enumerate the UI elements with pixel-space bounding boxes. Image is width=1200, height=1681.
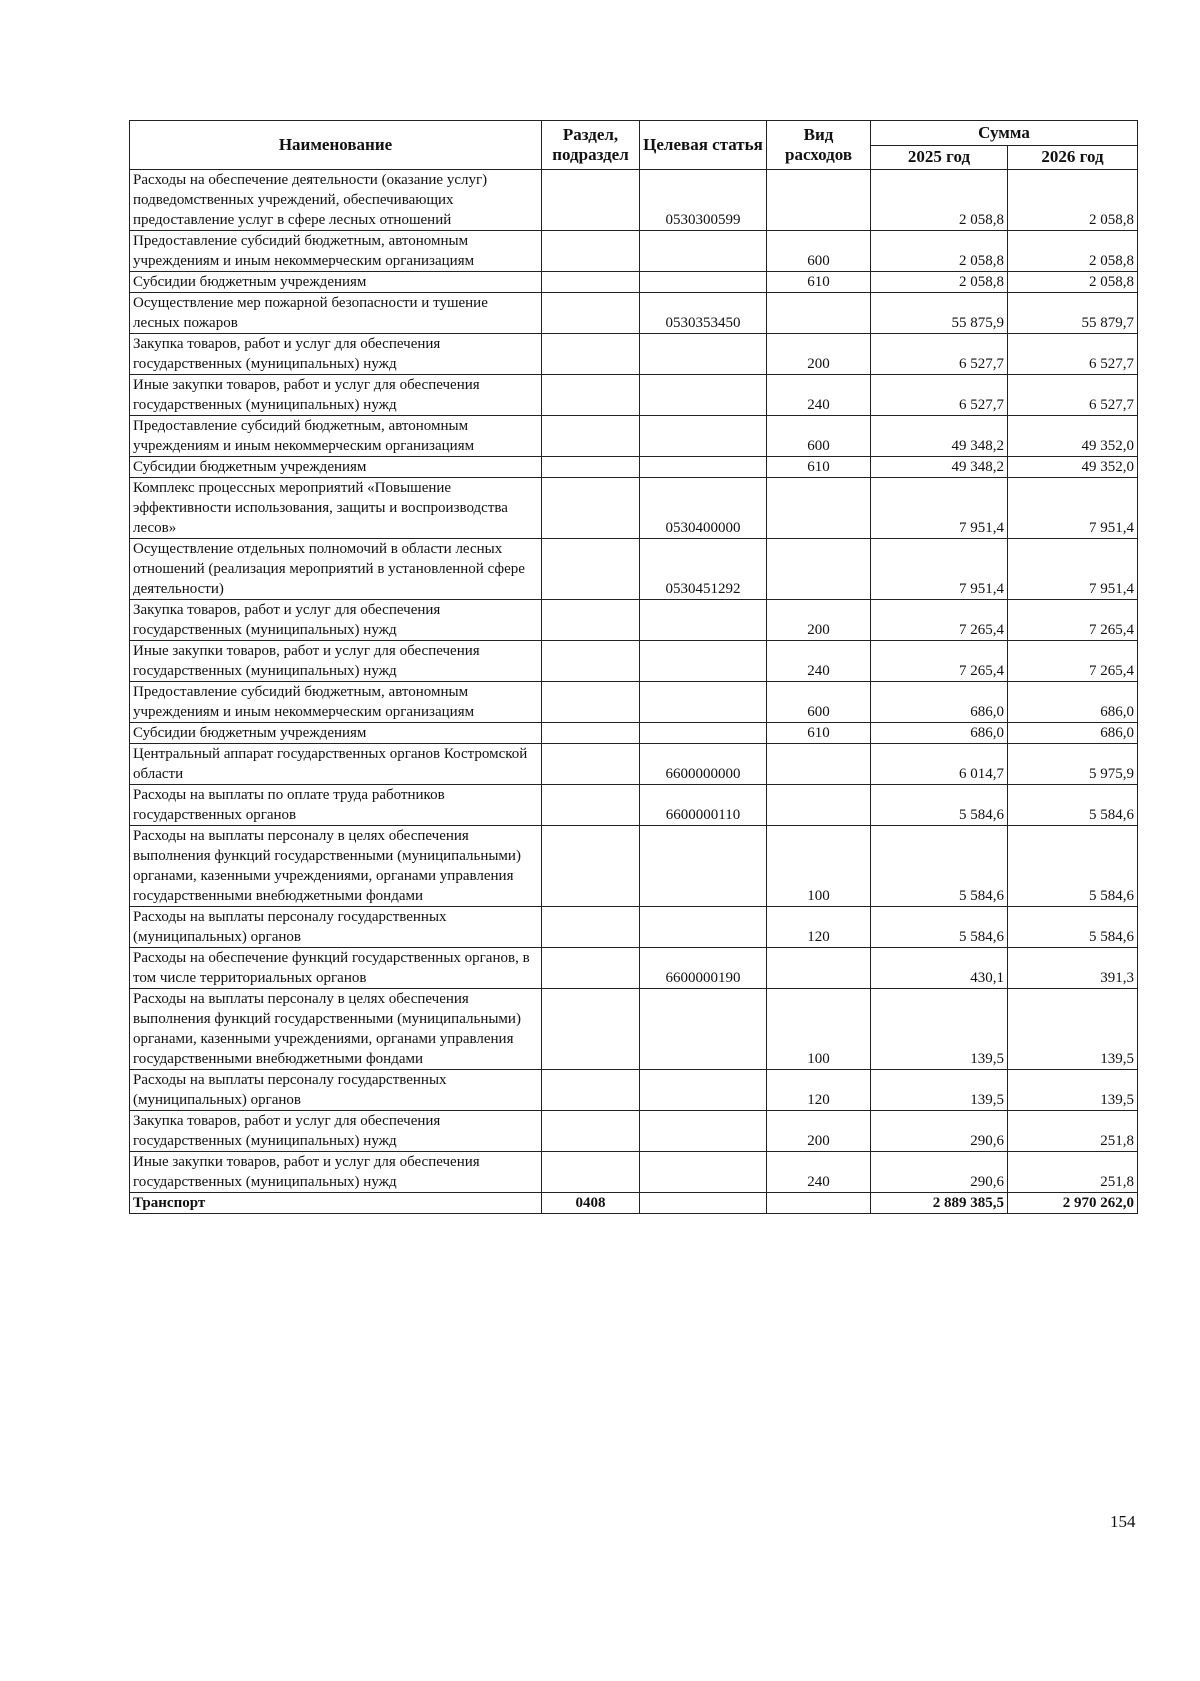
cell-statya: 6600000000 bbox=[640, 744, 767, 785]
cell-vid: 610 bbox=[767, 723, 871, 744]
cell-statya bbox=[640, 1070, 767, 1111]
cell-vid: 600 bbox=[767, 682, 871, 723]
cell-y2026: 2 058,8 bbox=[1008, 272, 1138, 293]
cell-y2026: 7 265,4 bbox=[1008, 641, 1138, 682]
cell-y2025: 139,5 bbox=[871, 1070, 1008, 1111]
cell-y2026: 251,8 bbox=[1008, 1152, 1138, 1193]
header-row-1 bbox=[130, 121, 1138, 146]
cell-vid: 600 bbox=[767, 416, 871, 457]
table-row bbox=[130, 948, 1138, 989]
cell-name: Субсидии бюджетным учреждениям bbox=[130, 272, 542, 293]
header-statya: Целевая статья bbox=[640, 121, 767, 170]
cell-razdel bbox=[542, 170, 640, 231]
cell-vid: 200 bbox=[767, 600, 871, 641]
cell-y2026: 139,5 bbox=[1008, 1070, 1138, 1111]
cell-name: Закупка товаров, работ и услуг для обеспечения государственных (муниципальных) нужд bbox=[130, 1111, 542, 1152]
cell-statya: 6600000110 bbox=[640, 785, 767, 826]
cell-statya bbox=[640, 907, 767, 948]
cell-y2026: 49 352,0 bbox=[1008, 416, 1138, 457]
cell-y2026: 5 584,6 bbox=[1008, 826, 1138, 907]
header-razdel: Раздел, подраздел bbox=[542, 121, 640, 170]
cell-name: Предоставление субсидий бюджетным, автономным учреждениям и иным некоммерческим организациям bbox=[130, 231, 542, 272]
cell-name: Осуществление отдельных полномочий в области лесных отношений (реализация мероприятий в установленной сфере деятельности) bbox=[130, 539, 542, 600]
cell-y2025: 290,6 bbox=[871, 1152, 1008, 1193]
cell-y2025: 2 058,8 bbox=[871, 170, 1008, 231]
cell-y2025: 49 348,2 bbox=[871, 457, 1008, 478]
cell-razdel bbox=[542, 948, 640, 989]
cell-y2025: 49 348,2 bbox=[871, 416, 1008, 457]
cell-razdel bbox=[542, 600, 640, 641]
cell-razdel bbox=[542, 416, 640, 457]
cell-statya bbox=[640, 989, 767, 1070]
cell-name: Закупка товаров, работ и услуг для обеспечения государственных (муниципальных) нужд bbox=[130, 600, 542, 641]
table-row bbox=[130, 416, 1138, 457]
cell-statya bbox=[640, 375, 767, 416]
total-cell-y2026: 2 970 262,0 bbox=[1008, 1193, 1138, 1214]
table-row bbox=[130, 641, 1138, 682]
cell-y2025: 686,0 bbox=[871, 682, 1008, 723]
cell-y2026: 251,8 bbox=[1008, 1111, 1138, 1152]
table-row bbox=[130, 1111, 1138, 1152]
cell-name: Расходы на выплаты персоналу государственных (муниципальных) органов bbox=[130, 907, 542, 948]
cell-razdel bbox=[542, 785, 640, 826]
page-number: 154 bbox=[1110, 1512, 1136, 1531]
cell-razdel bbox=[542, 1070, 640, 1111]
cell-name: Осуществление мер пожарной безопасности и тушение лесных пожаров bbox=[130, 293, 542, 334]
cell-vid bbox=[767, 785, 871, 826]
cell-y2026: 7 951,4 bbox=[1008, 539, 1138, 600]
cell-y2025: 2 058,8 bbox=[871, 272, 1008, 293]
cell-statya: 0530300599 bbox=[640, 170, 767, 231]
cell-y2026: 55 879,7 bbox=[1008, 293, 1138, 334]
cell-vid: 610 bbox=[767, 457, 871, 478]
header-vid: Вид расходов bbox=[767, 121, 871, 170]
cell-statya: 6600000190 bbox=[640, 948, 767, 989]
table-row bbox=[130, 907, 1138, 948]
table-row bbox=[130, 375, 1138, 416]
cell-razdel bbox=[542, 744, 640, 785]
cell-y2026: 7 265,4 bbox=[1008, 600, 1138, 641]
header-summa: Сумма bbox=[871, 121, 1138, 146]
budget-sheet bbox=[129, 120, 1137, 1214]
total-cell-razdel: 0408 bbox=[542, 1193, 640, 1214]
cell-razdel bbox=[542, 272, 640, 293]
cell-y2026: 6 527,7 bbox=[1008, 375, 1138, 416]
table-row bbox=[130, 231, 1138, 272]
cell-statya bbox=[640, 1152, 767, 1193]
cell-razdel bbox=[542, 293, 640, 334]
cell-razdel bbox=[542, 641, 640, 682]
table-row bbox=[130, 539, 1138, 600]
cell-vid bbox=[767, 293, 871, 334]
cell-vid: 610 bbox=[767, 272, 871, 293]
cell-name: Закупка товаров, работ и услуг для обеспечения государственных (муниципальных) нужд bbox=[130, 334, 542, 375]
table-row bbox=[130, 826, 1138, 907]
cell-vid: 600 bbox=[767, 231, 871, 272]
cell-y2025: 7 265,4 bbox=[871, 641, 1008, 682]
cell-y2025: 55 875,9 bbox=[871, 293, 1008, 334]
cell-statya: 0530451292 bbox=[640, 539, 767, 600]
cell-name: Центральный аппарат государственных органов Костромской области bbox=[130, 744, 542, 785]
cell-name: Иные закупки товаров, работ и услуг для обеспечения государственных (муниципальных) нужд bbox=[130, 1152, 542, 1193]
cell-name: Расходы на выплаты персоналу государственных (муниципальных) органов bbox=[130, 1070, 542, 1111]
cell-y2026: 5 584,6 bbox=[1008, 907, 1138, 948]
cell-razdel bbox=[542, 478, 640, 539]
cell-razdel bbox=[542, 989, 640, 1070]
cell-statya bbox=[640, 826, 767, 907]
cell-y2025: 6 527,7 bbox=[871, 375, 1008, 416]
cell-y2025: 6 527,7 bbox=[871, 334, 1008, 375]
cell-vid: 120 bbox=[767, 1070, 871, 1111]
cell-y2025: 5 584,6 bbox=[871, 826, 1008, 907]
cell-vid: 200 bbox=[767, 334, 871, 375]
table-row bbox=[130, 989, 1138, 1070]
cell-vid: 240 bbox=[767, 1152, 871, 1193]
cell-vid bbox=[767, 478, 871, 539]
table-row bbox=[130, 1070, 1138, 1111]
cell-razdel bbox=[542, 457, 640, 478]
cell-name: Расходы на выплаты персоналу в целях обеспечения выполнения функций государственными (муниципальными) органами, казенными учреждениями, органами управления государственными внебюджетными фондами bbox=[130, 989, 542, 1070]
cell-vid bbox=[767, 539, 871, 600]
cell-y2025: 7 951,4 bbox=[871, 539, 1008, 600]
cell-name: Иные закупки товаров, работ и услуг для обеспечения государственных (муниципальных) нужд bbox=[130, 375, 542, 416]
cell-name: Расходы на выплаты персоналу в целях обеспечения выполнения функций государственными (муниципальными) органами, казенными учреждениями, органами управления государственными внебюджетными фондами bbox=[130, 826, 542, 907]
table-row bbox=[130, 785, 1138, 826]
cell-statya: 0530400000 bbox=[640, 478, 767, 539]
cell-vid bbox=[767, 948, 871, 989]
cell-y2026: 5 584,6 bbox=[1008, 785, 1138, 826]
header-2026: 2026 год bbox=[1008, 145, 1138, 170]
cell-y2025: 6 014,7 bbox=[871, 744, 1008, 785]
cell-y2025: 5 584,6 bbox=[871, 907, 1008, 948]
cell-name: Расходы на выплаты по оплате труда работников государственных органов bbox=[130, 785, 542, 826]
cell-y2025: 2 058,8 bbox=[871, 231, 1008, 272]
cell-statya bbox=[640, 682, 767, 723]
total-cell-y2025: 2 889 385,5 bbox=[871, 1193, 1008, 1214]
table-row bbox=[130, 170, 1138, 231]
cell-vid: 200 bbox=[767, 1111, 871, 1152]
cell-y2026: 5 975,9 bbox=[1008, 744, 1138, 785]
table-row bbox=[130, 723, 1138, 744]
cell-statya bbox=[640, 231, 767, 272]
cell-name: Расходы на обеспечение функций государственных органов, в том числе территориальных органов bbox=[130, 948, 542, 989]
total-cell-vid bbox=[767, 1193, 871, 1214]
cell-razdel bbox=[542, 375, 640, 416]
header-name: Наименование bbox=[130, 121, 542, 170]
cell-y2026: 686,0 bbox=[1008, 682, 1138, 723]
cell-vid: 240 bbox=[767, 641, 871, 682]
cell-name: Комплекс процессных мероприятий «Повышение эффективности использования, защиты и воспроизводства лесов» bbox=[130, 478, 542, 539]
cell-statya: 0530353450 bbox=[640, 293, 767, 334]
cell-y2026: 49 352,0 bbox=[1008, 457, 1138, 478]
cell-statya bbox=[640, 1111, 767, 1152]
table-row bbox=[130, 1152, 1138, 1193]
cell-name: Предоставление субсидий бюджетным, автономным учреждениям и иным некоммерческим организациям bbox=[130, 682, 542, 723]
table-row bbox=[130, 334, 1138, 375]
cell-name: Субсидии бюджетным учреждениям bbox=[130, 723, 542, 744]
cell-y2025: 5 584,6 bbox=[871, 785, 1008, 826]
cell-y2026: 2 058,8 bbox=[1008, 231, 1138, 272]
cell-vid: 120 bbox=[767, 907, 871, 948]
table-row bbox=[130, 272, 1138, 293]
cell-razdel bbox=[542, 682, 640, 723]
cell-statya bbox=[640, 334, 767, 375]
cell-razdel bbox=[542, 334, 640, 375]
cell-statya bbox=[640, 416, 767, 457]
cell-y2026: 2 058,8 bbox=[1008, 170, 1138, 231]
cell-statya bbox=[640, 723, 767, 744]
table-row bbox=[130, 478, 1138, 539]
cell-y2026: 139,5 bbox=[1008, 989, 1138, 1070]
cell-vid: 100 bbox=[767, 826, 871, 907]
table-row bbox=[130, 600, 1138, 641]
cell-vid bbox=[767, 170, 871, 231]
total-cell-name: Транспорт bbox=[130, 1193, 542, 1214]
cell-name: Предоставление субсидий бюджетным, автономным учреждениям и иным некоммерческим организациям bbox=[130, 416, 542, 457]
table-row bbox=[130, 293, 1138, 334]
cell-y2025: 7 951,4 bbox=[871, 478, 1008, 539]
cell-vid: 240 bbox=[767, 375, 871, 416]
total-row bbox=[130, 1193, 1138, 1214]
cell-statya bbox=[640, 641, 767, 682]
cell-razdel bbox=[542, 1111, 640, 1152]
total-cell-statya bbox=[640, 1193, 767, 1214]
table-row bbox=[130, 682, 1138, 723]
cell-statya bbox=[640, 600, 767, 641]
table-row bbox=[130, 457, 1138, 478]
cell-razdel bbox=[542, 723, 640, 744]
cell-vid: 100 bbox=[767, 989, 871, 1070]
cell-razdel bbox=[542, 231, 640, 272]
cell-y2026: 7 951,4 bbox=[1008, 478, 1138, 539]
cell-y2026: 391,3 bbox=[1008, 948, 1138, 989]
cell-razdel bbox=[542, 826, 640, 907]
cell-y2025: 7 265,4 bbox=[871, 600, 1008, 641]
cell-name: Иные закупки товаров, работ и услуг для обеспечения государственных (муниципальных) нужд bbox=[130, 641, 542, 682]
cell-name: Субсидии бюджетным учреждениям bbox=[130, 457, 542, 478]
cell-razdel bbox=[542, 1152, 640, 1193]
cell-statya bbox=[640, 457, 767, 478]
header-2025: 2025 год bbox=[871, 145, 1008, 170]
cell-y2025: 430,1 bbox=[871, 948, 1008, 989]
cell-y2026: 686,0 bbox=[1008, 723, 1138, 744]
cell-y2025: 290,6 bbox=[871, 1111, 1008, 1152]
cell-y2025: 686,0 bbox=[871, 723, 1008, 744]
cell-name: Расходы на обеспечение деятельности (оказание услуг) подведомственных учреждений, обеспечивающих предоставление услуг в сфере лесных отношений bbox=[130, 170, 542, 231]
cell-y2026: 6 527,7 bbox=[1008, 334, 1138, 375]
table-row bbox=[130, 744, 1138, 785]
cell-razdel bbox=[542, 539, 640, 600]
table-body bbox=[130, 170, 1138, 1214]
budget-table bbox=[129, 120, 1138, 1214]
cell-vid bbox=[767, 744, 871, 785]
cell-statya bbox=[640, 272, 767, 293]
cell-razdel bbox=[542, 907, 640, 948]
cell-y2025: 139,5 bbox=[871, 989, 1008, 1070]
